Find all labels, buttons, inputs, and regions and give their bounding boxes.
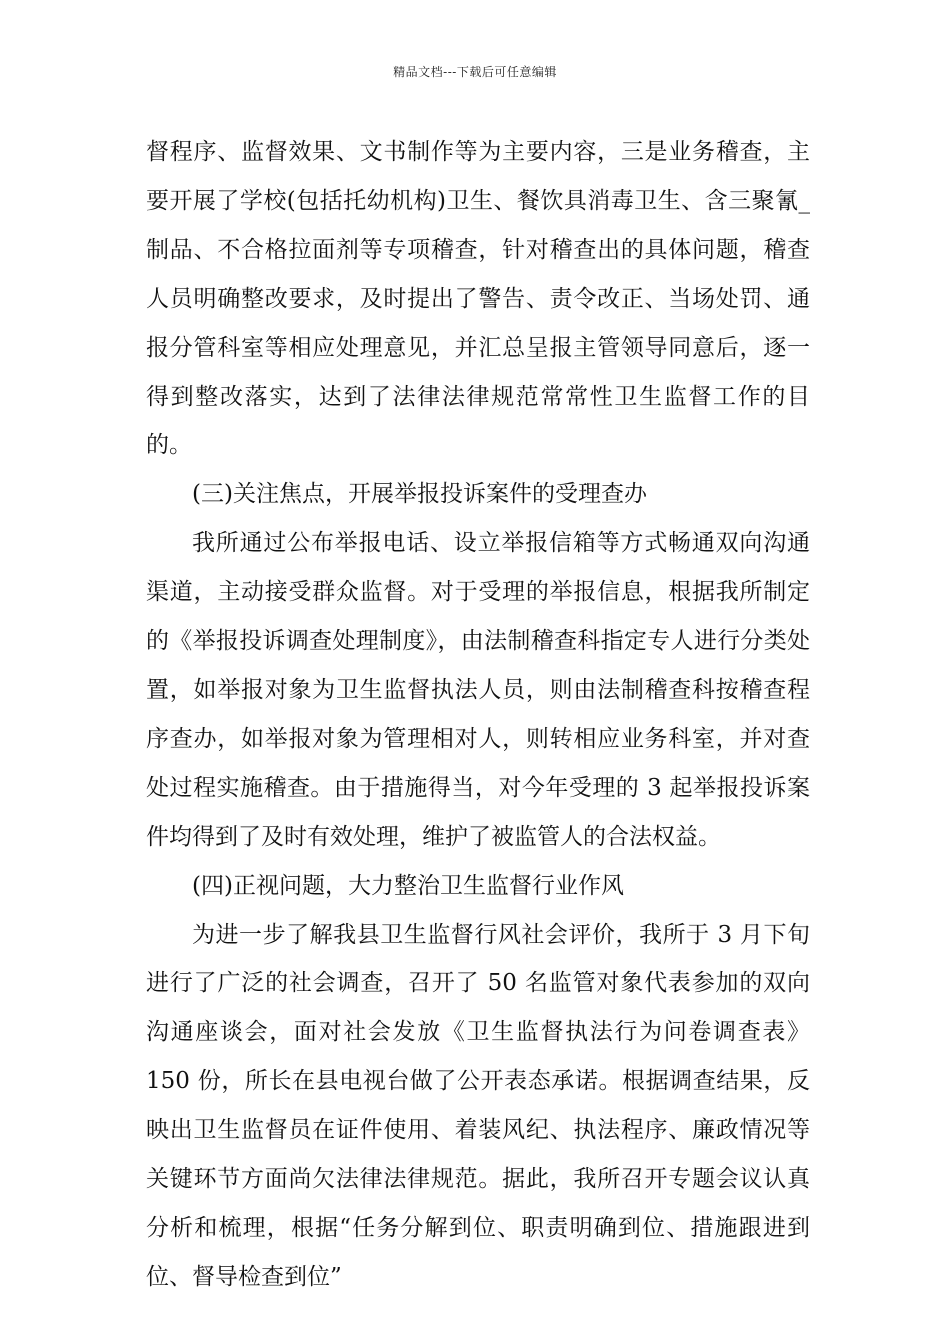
document-body (146, 128, 810, 1302)
paragraph-complaints: 我所通过公布举报电话、设立举报信箱等方式畅通双向沟通渠道，主动接受群众监督。对于受理的举报信息，根据我所制定的《举报投诉调查处理制度》，由法制稽查科指定专人进行分类处置，如举报对象为卫生监督执法人员，则由法制稽查科按稽查程序查办，如举报对象为管理相对人，则转相应业务科室，并对查处过程实施稽查。由于措施得当，对今年受理的 3 起举报投诉案件均得到了及时有效处理，维护了被监管人的合法权益。 (146, 530, 810, 850)
paragraph-conduct: 为进一步了解我县卫生监督行风社会评价，我所于 3 月下旬进行了广泛的社会调查，召开了 50 名监管对象代表参加的双向沟通座谈会，面对社会发放《卫生监督执法行为问卷调查表》150 份，所长在县电视台做了公开表态承诺。根据调查结果，反映出卫生监督员在证件使用、着装风纪、执法程序、廉政情况等关键环节方面尚欠法律法律规范。据此，我所召开专题会议认真分析和梳理，根据“任务分解到位、职责明确到位、措施跟进到位、督导检查到位” (146, 921, 810, 1290)
section-heading-3: (三)关注焦点，开展举报投诉案件的受理查办 (192, 481, 647, 508)
page-header: 精品文档---下载后可任意编辑 (393, 65, 557, 79)
section-heading-4: (四)正视问题，大力整治卫生监督行业作风 (192, 872, 624, 899)
paragraph-continuation: 督程序、监督效果、文书制作等为主要内容，三是业务稽查，主要开展了学校(包括托幼机构)卫生、餐饮具消毒卫生、含三聚氰_制品、不合格拉面剂等专项稽查，针对稽查出的具体问题，稽查人员明确整改要求，及时提出了警告、责令改正、当场处罚、通报分管科室等相应处理意见，并汇总呈报主管领导同意后，逐一得到整改落实，达到了法律法律规范常常性卫生监督工作的目的。 (146, 139, 810, 459)
